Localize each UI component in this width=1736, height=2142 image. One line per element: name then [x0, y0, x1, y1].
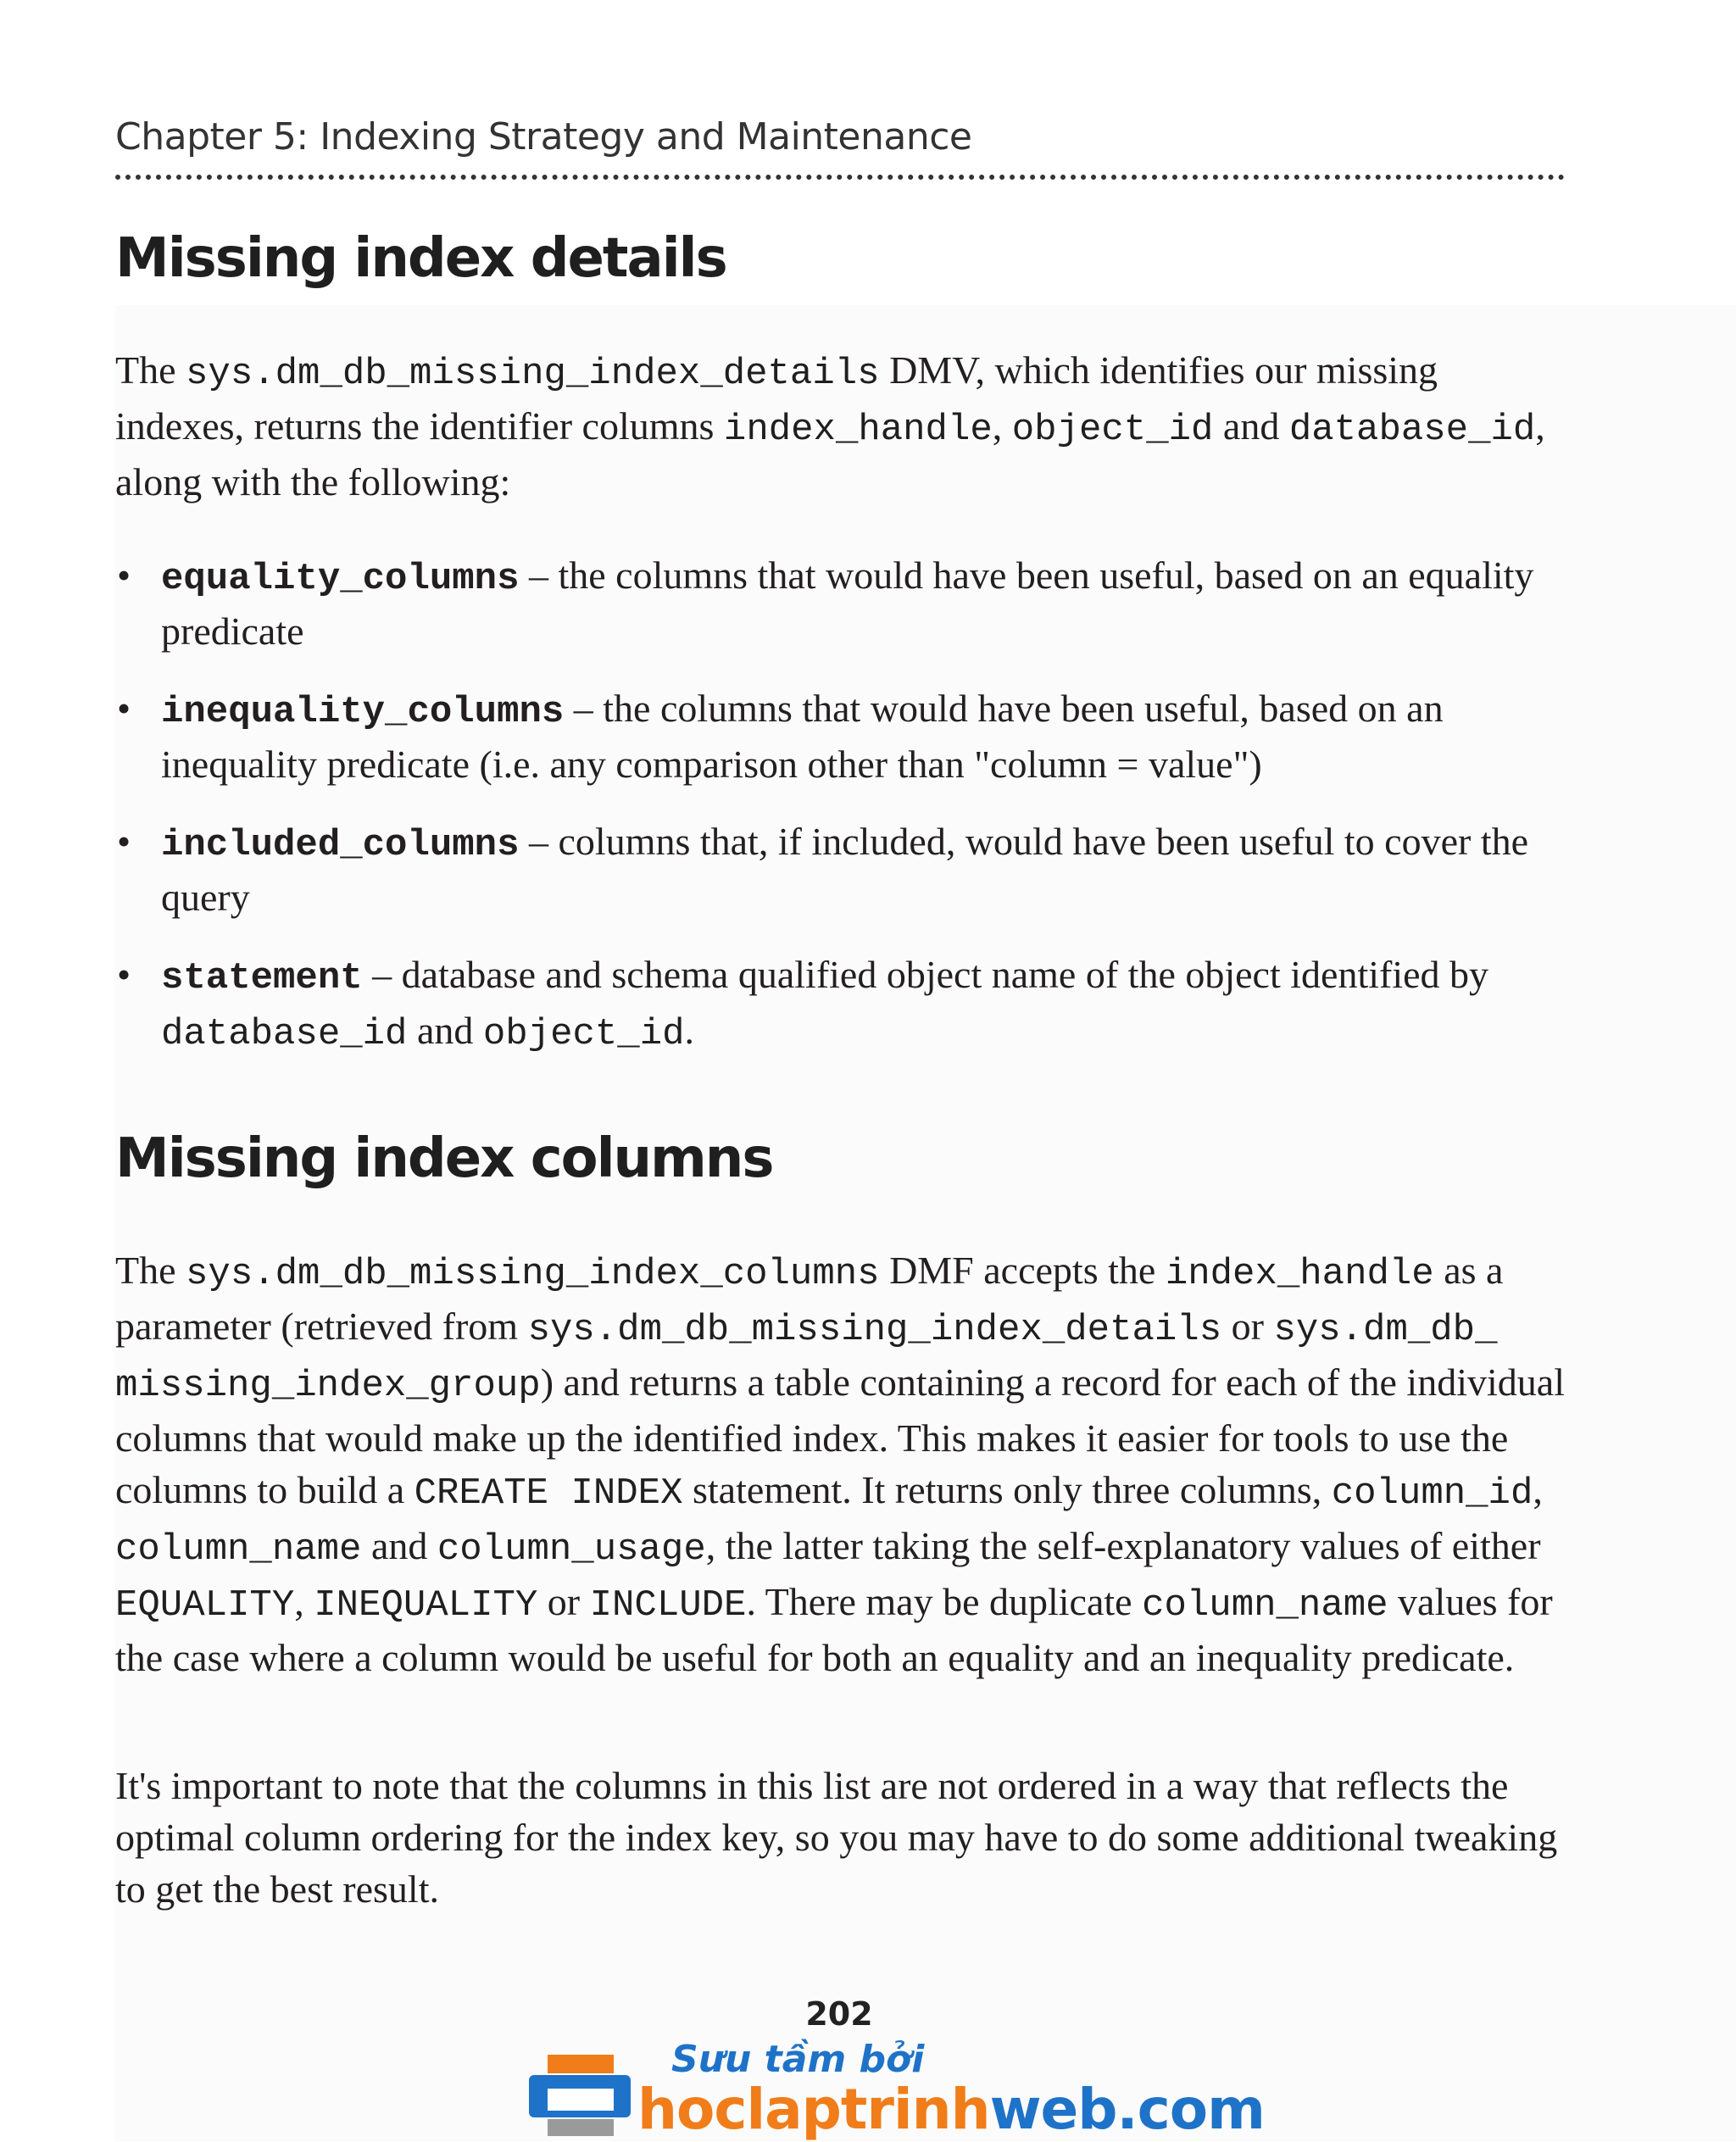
text-run: . There may be duplicate [746, 1580, 1143, 1623]
text-run: and [361, 1524, 437, 1567]
inline-code: database_id [1288, 409, 1536, 451]
list-item [115, 682, 1573, 790]
inline-code: object_id [1011, 409, 1214, 451]
watermark-tagline: Sưu tầm bởi [671, 2038, 925, 2081]
page-number: 202 [805, 1995, 873, 2033]
text-run: ) and returns a table containing a record for each of the individual columns that would make up the identified index. This makes it easier for tools to use the columns to build a [115, 1360, 1565, 1511]
text-run: as a parameter (retrieved from [115, 1249, 1504, 1348]
watermark-site [637, 2077, 1265, 2142]
text-run: , [992, 404, 1012, 448]
text-run: and [407, 1009, 483, 1052]
inline-code: sys.dm_db_missing_index_details [186, 353, 880, 395]
text-run: values for the case where a column would be useful for both an equality and an inequality predicate. [115, 1580, 1553, 1679]
list-item [115, 815, 1573, 923]
inline-code: sys.dm_db_missing_index_columns [186, 1253, 880, 1295]
intro-paragraph [115, 344, 1573, 508]
text-run: . [684, 1009, 695, 1052]
text-run: – database and schema qualified object name of the object identified by [362, 953, 1489, 996]
text-run: or [1221, 1305, 1274, 1348]
text-run: DMV, which identifies our missing indexes, returns the identifier columns [115, 348, 1438, 448]
text-run: , [294, 1580, 314, 1623]
inline-code: index_handle [723, 409, 993, 451]
inline-code: column_id [1331, 1472, 1533, 1515]
watermark-site-part2: web.com [989, 2077, 1265, 2142]
running-header: Chapter 5: Indexing Strategy and Maintenance [115, 115, 972, 159]
bullet-dot-icon: • [117, 687, 131, 730]
text-run: – the columns that would have been useful, based on an inequality predicate (i.e. any comparison other than "column = value") [161, 687, 1444, 786]
bullet-dot-icon: • [117, 820, 131, 863]
text-run: and [1213, 404, 1289, 448]
watermark-site-part1: hoclaptrinh [637, 2077, 990, 2142]
inline-code: CREATE INDEX [414, 1472, 683, 1515]
header-dotted-rule [115, 175, 1565, 180]
text-run: The [115, 348, 186, 392]
list-item-term: included_columns [161, 824, 520, 866]
inline-code: INCLUDE [589, 1584, 747, 1627]
inline-code: INEQUALITY [314, 1584, 538, 1627]
text-run: – columns that, if included, would have been useful to cover the query [161, 820, 1529, 919]
text-run: , along with the following: [115, 404, 1545, 504]
list-item [115, 549, 1573, 657]
text-run: , [1533, 1468, 1543, 1511]
column-definition-list [115, 549, 1573, 1086]
printer-logo-icon [529, 2055, 631, 2139]
section-heading-missing-index-columns: Missing index columns [115, 1127, 773, 1190]
inline-code: column_name [115, 1528, 362, 1571]
text-run: The [115, 1249, 186, 1292]
watermark [529, 2038, 1265, 2142]
inline-code: EQUALITY [115, 1584, 295, 1627]
section-heading-missing-index-details: Missing index details [115, 227, 726, 290]
body-paragraph-ordering-note: It's important to note that the columns in this list are not ordered in a way that reflects the optimal column ordering for the index key, so you may have to do some additional tweaking to get the best result. [115, 1764, 1558, 1911]
inline-code: object_id [482, 1013, 685, 1055]
text-run: – the columns that would have been useful, based on an equality predicate [161, 554, 1534, 653]
list-item [115, 949, 1573, 1060]
text-run: DMF accepts the [879, 1249, 1166, 1292]
bullet-dot-icon: • [117, 953, 131, 996]
text-run: statement. It returns only three columns, [682, 1468, 1332, 1511]
bullet-dot-icon: • [117, 554, 131, 597]
inline-code: column_name [1142, 1584, 1388, 1627]
inline-code: index_handle [1165, 1253, 1434, 1295]
list-item-term: equality_columns [161, 558, 520, 600]
inline-code: column_usage [437, 1528, 706, 1571]
text-run: or [537, 1580, 590, 1623]
list-item-term: inequality_columns [161, 691, 565, 733]
inline-code: sys.dm_db_ missing_index_group [115, 1309, 1498, 1407]
inline-code: sys.dm_db_missing_index_details [527, 1309, 1222, 1351]
text-run: , the latter taking the self-explanatory values of either [705, 1524, 1541, 1567]
list-item-term: statement [161, 957, 363, 999]
body-paragraph-dmf [115, 1244, 1573, 1683]
inline-code: database_id [161, 1013, 408, 1055]
